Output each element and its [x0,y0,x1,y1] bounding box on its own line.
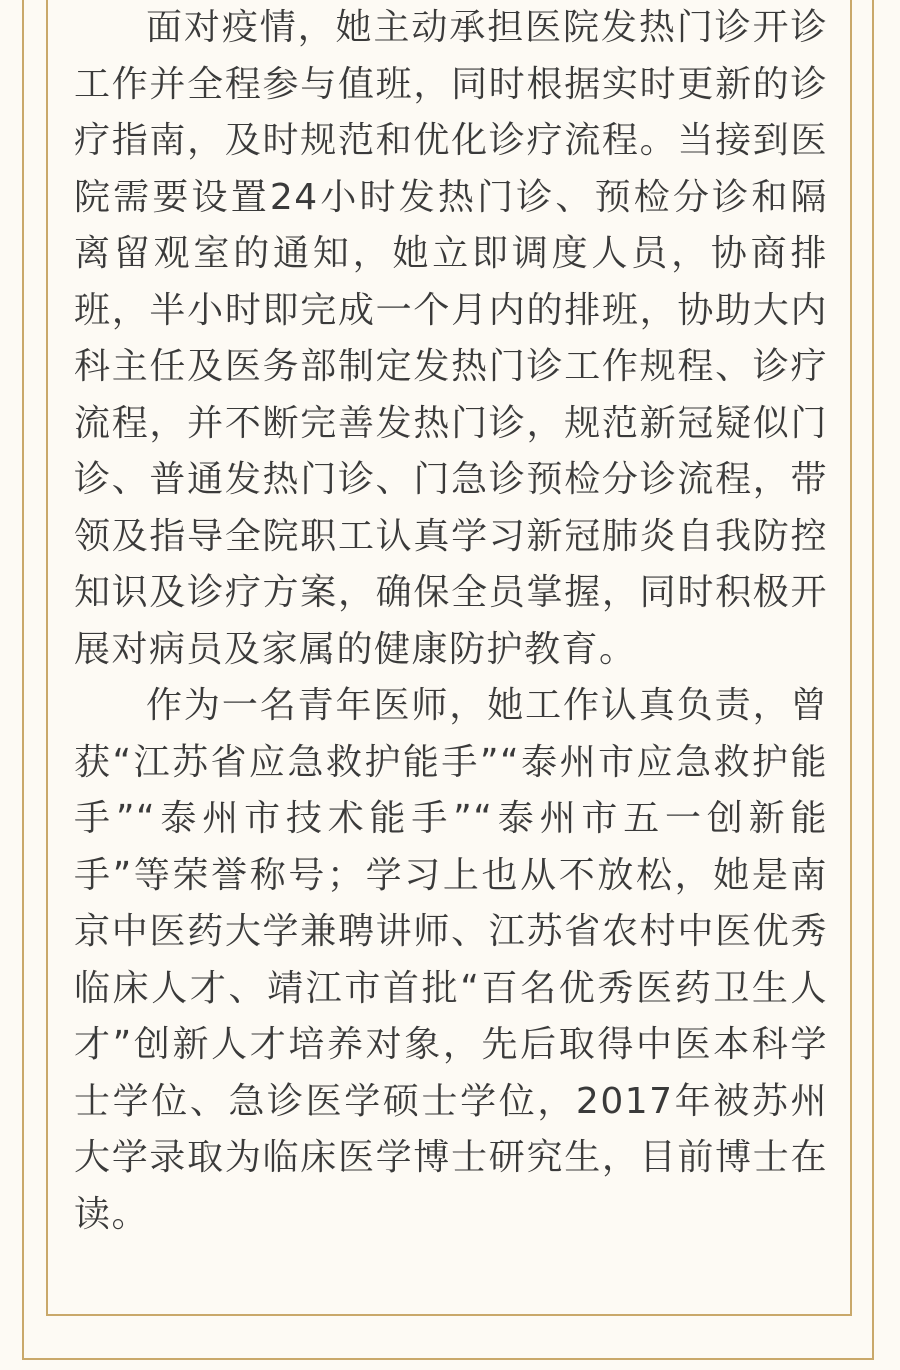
paragraph-epidemic-work: 面对疫情，她主动承担医院发热门诊开诊工作并全程参与值班，同时根据实时更新的诊疗指南，及时规范和优化诊疗流程。当接到医院需要设置24小时发热门诊、预检分诊和隔离留观室的通知，她立即调度人员，协商排班，半小时即完成一个月内的排班，协助大内科主任及医务部制定发热门诊工作规程、诊疗流程，并不断完善发热门诊，规范新冠疑似门诊、普通发热门诊、门急诊预检分诊流程，带领及指导全院职工认真学习新冠肺炎自我防控知识及诊疗方案，确保全员掌握，同时积极开展对病员及家属的健康防护教育。 [74,7,828,670]
paragraph-young-physician: 作为一名青年医师，她工作认真负责，曾获“江苏省应急救护能手”“泰州市应急救护能手”“泰州市技术能手”“泰州市五一创新能手”等荣誉称号；学习上也从不放松，她是南京中医药大学兼聘讲师、江苏省农村中医优秀临床人才、靖江市首批“百名优秀医药卫生人才”创新人才培养对象，先后取得中医本科学士学位、急诊医学硕士学位，2017年被苏州大学录取为临床医学博士研究生，目前博士在读。 [74,685,828,1235]
article-body [74,0,828,1243]
